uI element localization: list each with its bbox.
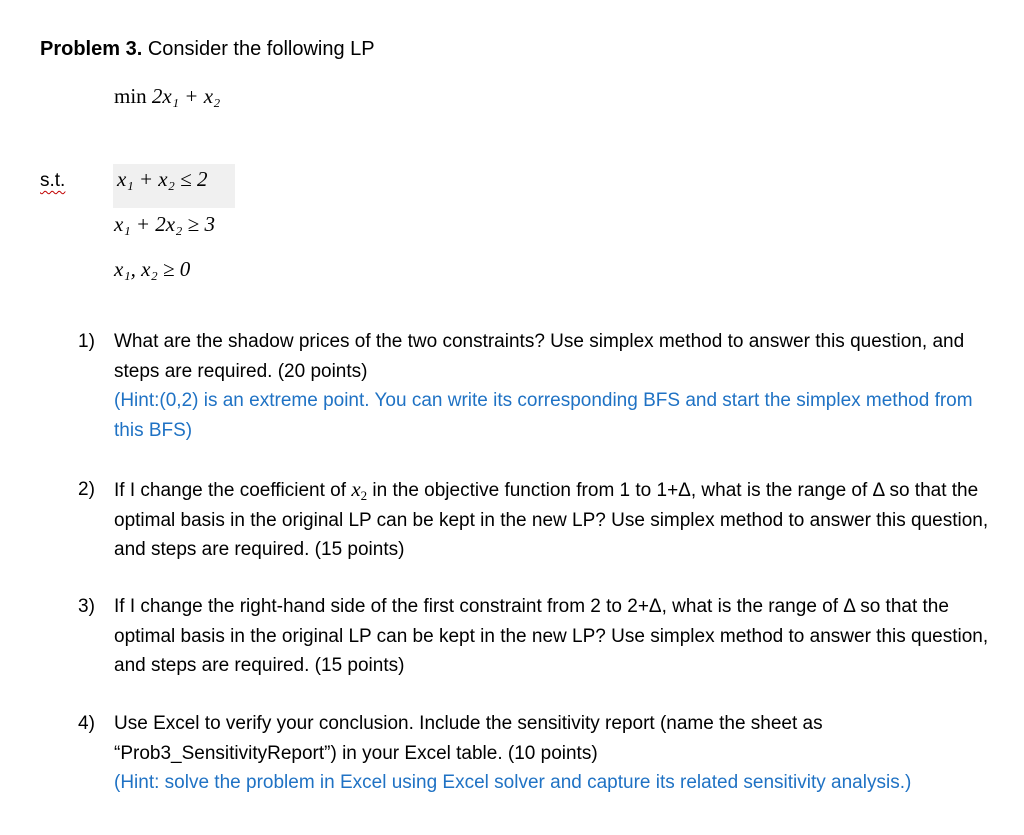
question-2-variable: $x_2$ bbox=[351, 477, 368, 503]
problem-label: Problem 3. bbox=[40, 38, 143, 60]
question-3-text: If I change the right-hand side of the first constraint from 2 to 2+Δ, what is the range of Δ so that the optimal basis in the original LP can be kept in the new LP? Use simplex method to answer this question, and steps are required. (15 points) bbox=[114, 596, 989, 676]
constraint-2: x₁ + 2x₂ ≥ 3 bbox=[114, 212, 215, 236]
question-2-text bbox=[114, 475, 1004, 565]
question-3-number: 3) bbox=[78, 596, 95, 617]
question-2-number: 2) bbox=[78, 479, 95, 500]
question-4-hint: (Hint: solve the problem in Excel using Excel solver and capture its related sensitivity analysis.) bbox=[114, 772, 912, 793]
question-1-number: 1) bbox=[78, 331, 95, 352]
objective-function bbox=[114, 84, 220, 109]
question-1-text: What are the shadow prices of the two constraints? Use simplex method to answer this question, and steps are required. (20 points) bbox=[114, 331, 965, 382]
question-2-text-after: in the objective function from 1 to 1+Δ, what is the range of Δ so that the optimal basis in the original LP can be kept in the new LP? Use simplex method to answer this question, and steps are required. (15 points) bbox=[114, 480, 989, 560]
objective-op: min bbox=[114, 84, 147, 108]
question-2-text-before: If I change the coefficient of bbox=[114, 480, 352, 501]
constraint-nonneg: x₁, x₂ ≥ 0 bbox=[114, 257, 191, 281]
question-4-text: Use Excel to verify your conclusion. Include the sensitivity report (name the sheet as “Prob3_SensitivityReport”) in your Excel table. (10 points) bbox=[114, 713, 823, 764]
problem-intro: Consider the following LP bbox=[142, 38, 375, 60]
constraint-1: x₁ + x₂ ≤ 2 bbox=[117, 167, 208, 191]
question-1-hint: (Hint:(0,2) is an extreme point. You can write its corresponding BFS and start the simplex method from this BFS) bbox=[114, 390, 973, 441]
question-4 bbox=[114, 709, 1004, 798]
subject-to-label: s.t. bbox=[40, 170, 66, 191]
question-1 bbox=[114, 327, 1004, 445]
problem-heading bbox=[40, 38, 375, 61]
objective-expr: 2x₁ + x₂ bbox=[151, 84, 221, 108]
question-4-number: 4) bbox=[78, 713, 95, 734]
